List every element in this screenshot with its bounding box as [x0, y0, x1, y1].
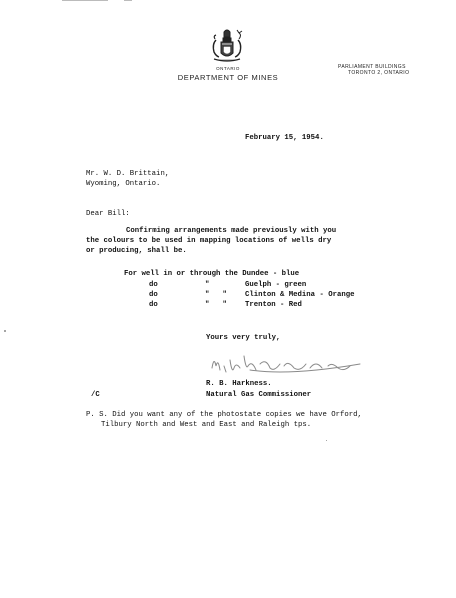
ontario-coat-of-arms-icon: [206, 26, 248, 64]
body-line-1: Confirming arrangements made previously with you: [126, 227, 337, 235]
signatory-name: R. B. Harkness.: [206, 380, 272, 388]
list-item-ditto: do: [149, 281, 158, 289]
list-item-mark: ": [205, 281, 210, 289]
list-item-formation: Guelph - green: [245, 281, 307, 289]
scan-speck: [4, 330, 6, 332]
handwritten-signature: [210, 346, 370, 384]
list-item-ditto: do: [149, 291, 158, 299]
list-item-ditto: do: [149, 301, 158, 309]
scan-edge-mark: [62, 0, 108, 1]
list-item-formation: Dundee - blue: [242, 270, 300, 278]
postscript-line-1: P. S. Did you want any of the photostate copies we have Orford,: [86, 411, 362, 419]
closing: Yours very truly,: [206, 334, 281, 342]
postscript-line-2: Tilbury North and West and East and Raleigh tps.: [101, 421, 312, 429]
body-line-3: or producing, shall be.: [86, 247, 187, 255]
letter-date: February 15, 1954.: [245, 134, 324, 142]
letterhead-province: ONTARIO: [216, 66, 240, 71]
list-item-formation: Trenton - Red: [245, 301, 302, 309]
recipient-location: Wyoming, Ontario.: [86, 180, 161, 188]
list-item-mark: " ": [205, 301, 227, 309]
signatory-title: Natural Gas Commissioner: [206, 391, 312, 399]
letterhead-department: DEPARTMENT OF MINES: [177, 73, 279, 82]
letterhead-address-line1: PARLIAMENT BUILDINGS: [338, 64, 406, 70]
salutation: Dear Bill:: [86, 210, 130, 218]
recipient-name: Mr. W. D. Brittain,: [86, 170, 170, 178]
list-item: [124, 270, 299, 279]
list-item-prefix: For well in or through the: [124, 270, 238, 278]
list-item-mark: " ": [205, 291, 227, 299]
body-line-2: the colours to be used in mapping locations of wells dry: [86, 237, 332, 245]
letterhead-address-line2: TORONTO 2, ONTARIO: [348, 70, 410, 76]
scan-edge-mark: [124, 0, 132, 1]
typist-initials: /C: [91, 391, 100, 399]
list-item-formation: Clinton & Medina - Orange: [245, 291, 355, 299]
scan-speck: [326, 440, 327, 441]
